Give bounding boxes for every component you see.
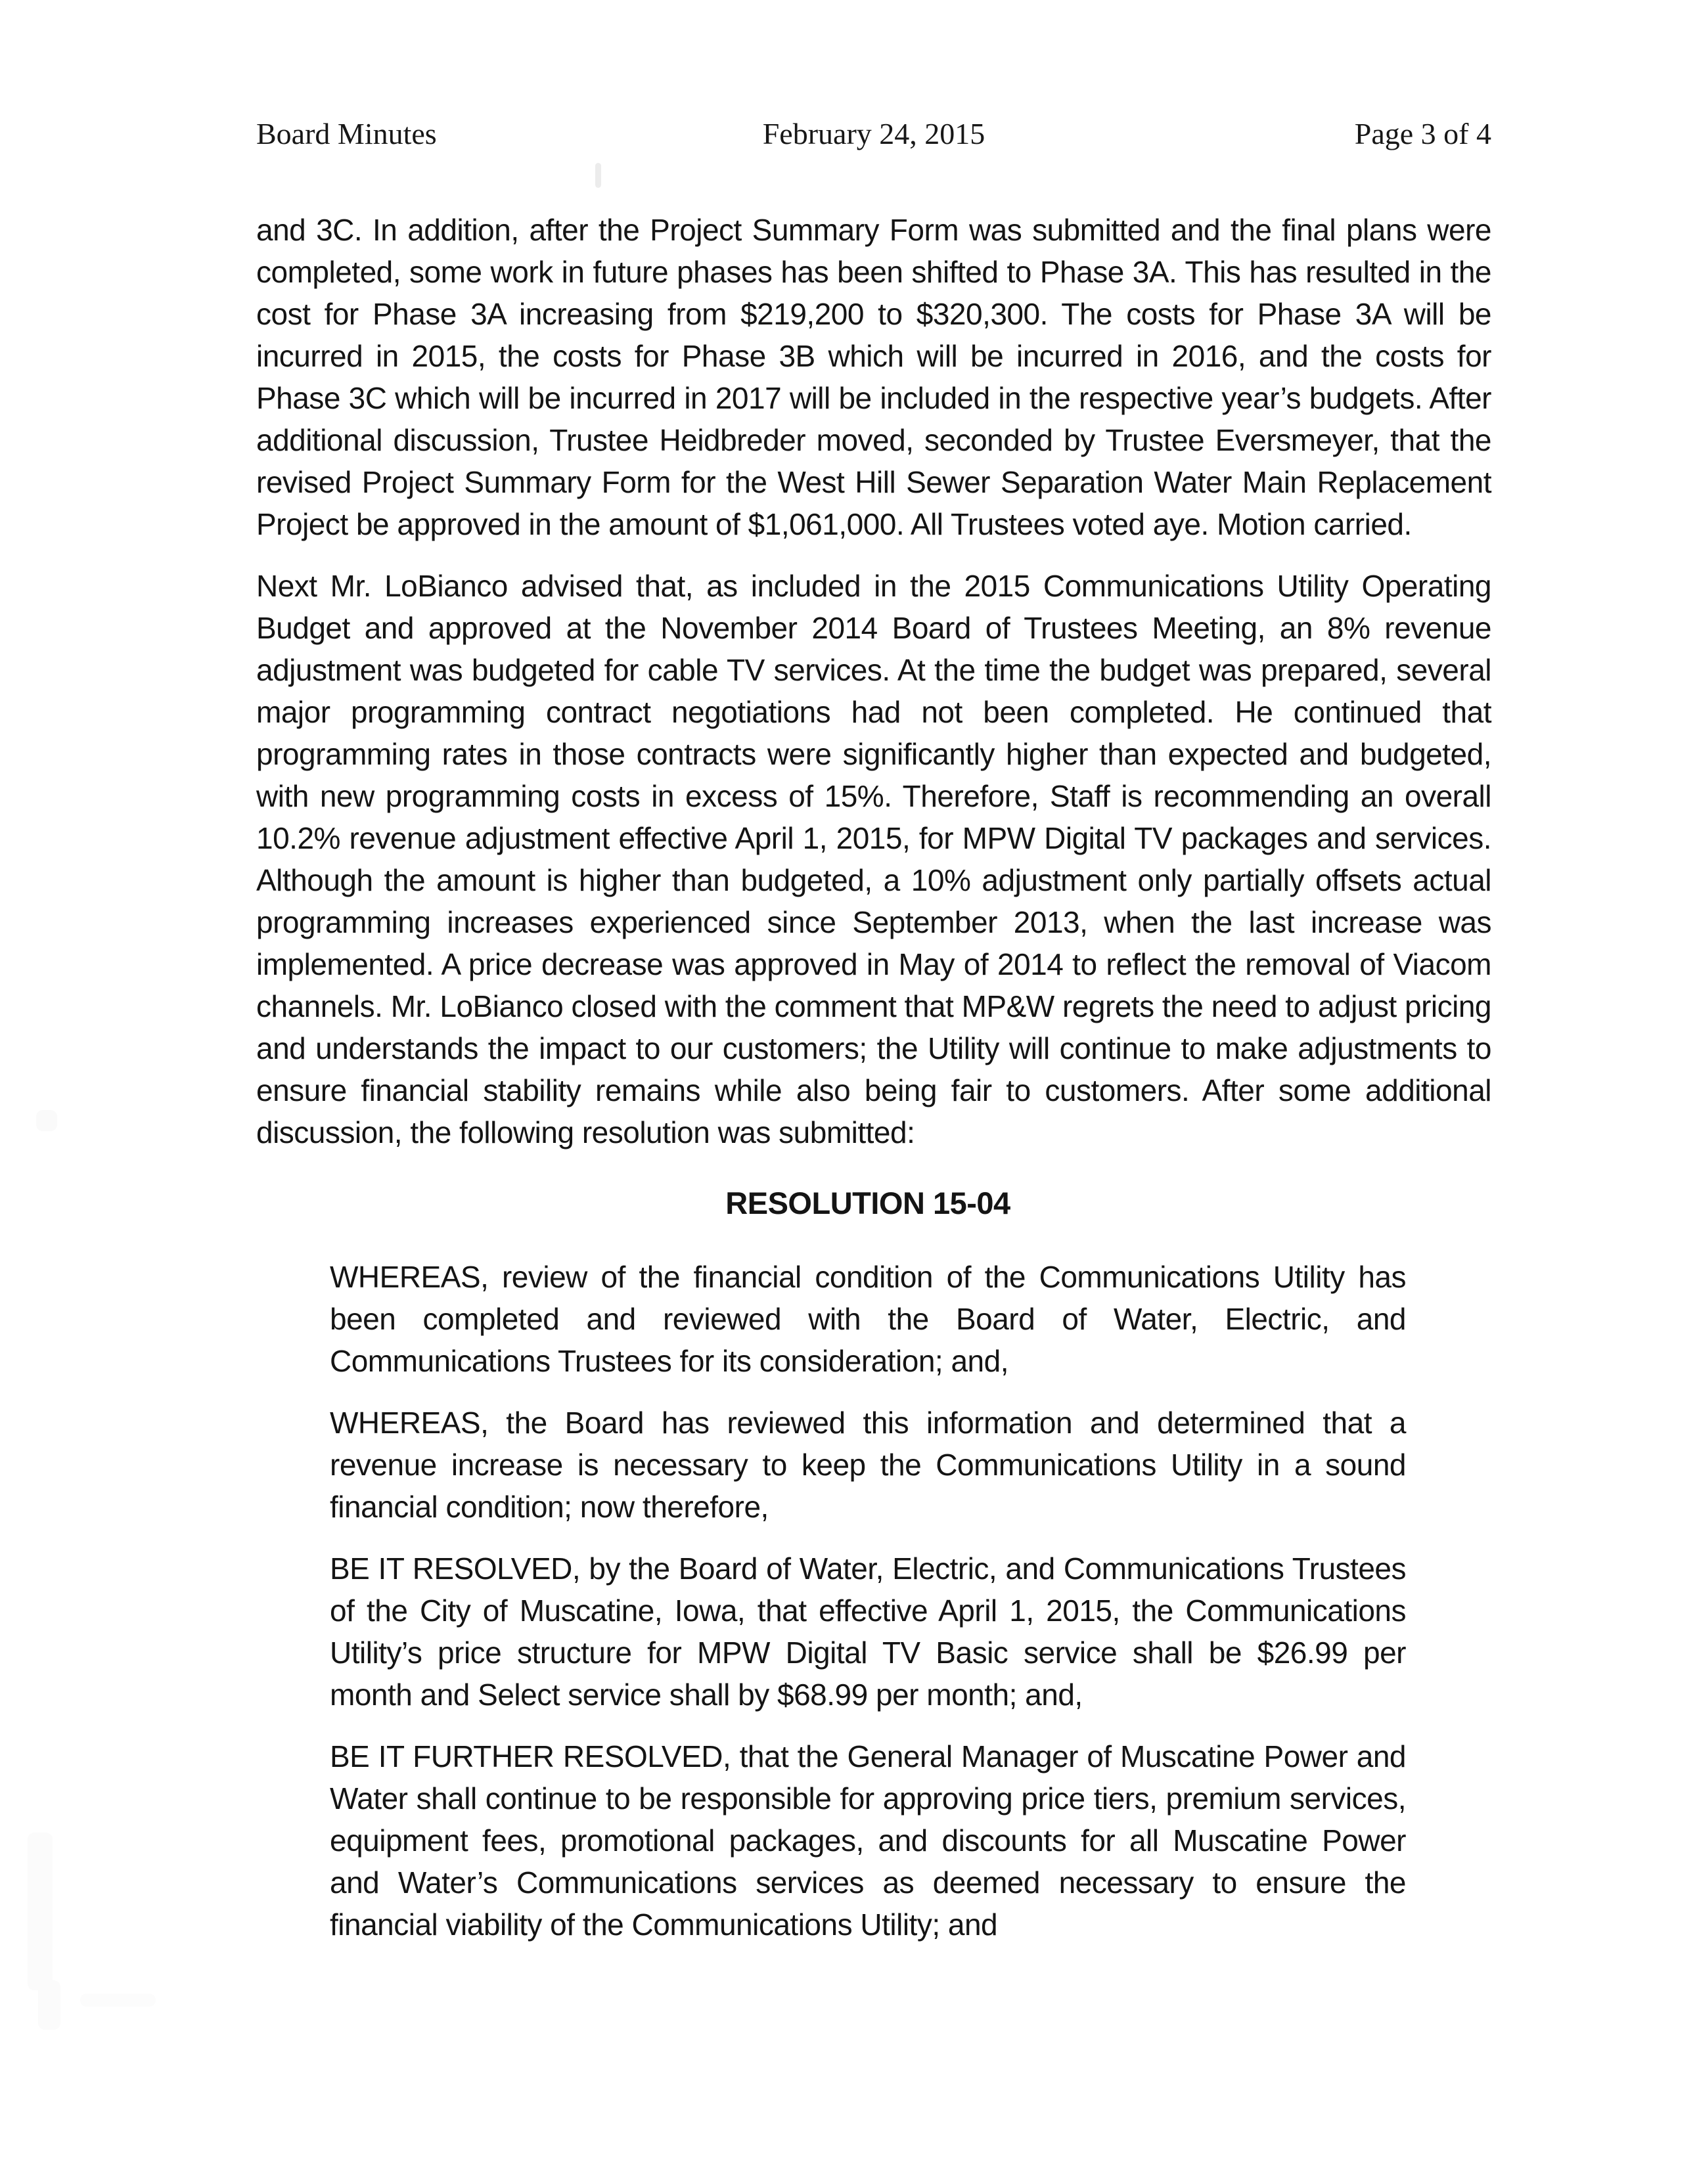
scan-artifact [595,163,601,188]
paragraph-project-summary: and 3C. In addition, after the Project Summary Form was submitted and the final plans were completed, some work in future phases has been shifted to Phase 3A. This has resulted in the cost for Phase 3A increasing from $219,200 to $320,300. The costs for Phase 3A will be incurred in 2015, the costs for Phase 3B which will be incurred in 2016, and the costs for Phase 3C which will be incurred in 2017 will be included in the respective year’s budgets. After additional discussion, Trustee Heidbreder moved, seconded by Trustee Eversmeyer, that the revised Project Summary Form for the West Hill Sewer Separation Water Main Replacement Project be approved in the amount of $1,061,000. All Trustees voted aye. Motion carried. [256,213,1491,541]
clause-be-it-further-resolved: BE IT FURTHER RESOLVED, that the General Manager of Muscatine Power and Water shall continue to be responsible for approving price tiers, premium services, equipment fees, promotional packages, and discounts for all Muscatine Power and Water’s Communications services as deemed necessary to ensure the financial viability of the Communications Utility; and [330,1739,1406,1942]
header-document-title: Board Minutes [256,117,437,150]
clause-whereas-revenue-increase: WHEREAS, the Board has reviewed this information and determined that a revenue increase is necessary to keep the Communications Utility in a sound financial condition; now therefore, [330,1406,1406,1524]
header-page-number: Page 3 of 4 [1354,117,1491,150]
scan-artifact [36,1110,57,1131]
resolution-heading: RESOLUTION 15-04 [725,1186,1010,1220]
scan-artifact [80,1994,156,2007]
scan-artifact [28,1833,53,1990]
clause-whereas-financial-review: WHEREAS, review of the financial condition of the Communications Utility has been completed and reviewed with the Board of Water, Electric, and Communications Trustees for its consideration; and, [330,1260,1406,1378]
document-body [256,209,1491,1965]
clause-be-it-resolved: BE IT RESOLVED, by the Board of Water, Electric, and Communications Trustees of the City of Muscatine, Iowa, that effective April 1, 2015, the Communications Utility’s price structure for MPW Digital TV Basic service shall be $26.99 per month and Select service shall by $68.99 per month; and, [330,1551,1406,1712]
header-date: February 24, 2015 [762,117,985,150]
page-header [256,116,1491,152]
scan-artifact [38,1980,60,2030]
paragraph-revenue-adjustment: Next Mr. LoBianco advised that, as included in the 2015 Communications Utility Operating Budget and approved at the November 2014 Board of Trustees Meeting, an 8% revenue adjustment was budgeted for cable TV services. At the time the budget was prepared, several major programming contract negotiations had not been completed. He continued that programming rates in those contracts were significantly higher than expected and budgeted, with new programming costs in excess of 15%. Therefore, Staff is recommending an overall 10.2% revenue adjustment effective April 1, 2015, for MPW Digital TV packages and services. Although the amount is higher than budgeted, a 10% adjustment only partially offsets actual programming increases experienced since September 2013, when the last increase was implemented. A price decrease was approved in May of 2014 to reflect the removal of Viacom channels. Mr. LoBianco closed with the comment that MP&W regrets the need to adjust pricing and understands the impact to our customers; the Utility will continue to make adjustments to ensure financial stability remains while also being fair to customers. After some additional discussion, the following resolution was submitted: [256,569,1491,1149]
